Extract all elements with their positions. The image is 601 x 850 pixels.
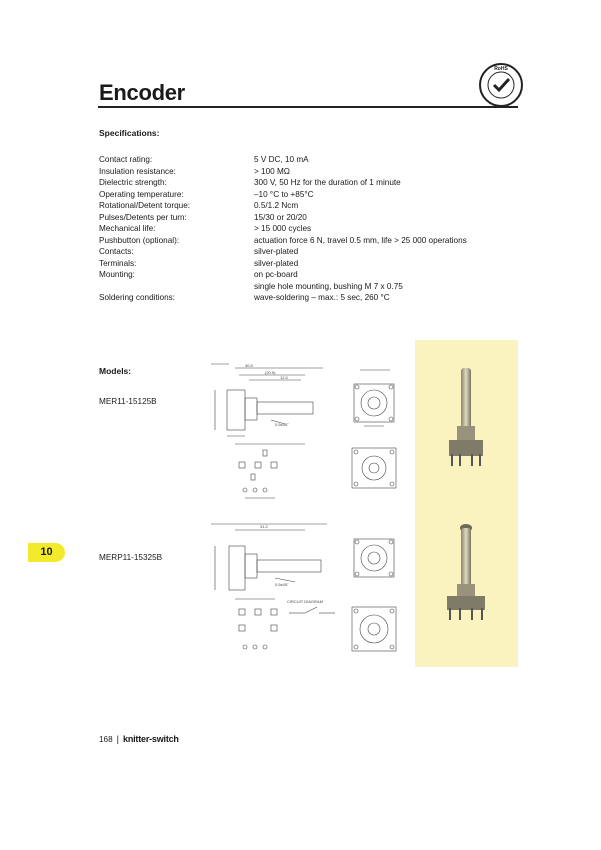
model-name: MER11-15125B <box>99 397 157 406</box>
models-heading: Models: <box>99 366 132 376</box>
svg-text:0.5x45°: 0.5x45° <box>275 422 289 427</box>
spec-row <box>99 189 519 201</box>
footer-separator: | <box>116 734 120 744</box>
spec-label: Operating temperature: <box>99 189 184 199</box>
circuit-diagram-drawing <box>285 595 340 625</box>
spec-row <box>99 269 519 281</box>
page-number: 168 <box>99 734 113 744</box>
spec-value: –10 °C to +85°C <box>254 189 314 199</box>
spec-value: actuation force 6 N, travel 0.5 mm, life > 25 000 operations <box>254 235 467 245</box>
spec-value: 5 V DC, 10 mA <box>254 155 309 164</box>
title-rule <box>98 106 518 108</box>
spec-label: Terminals: <box>99 258 137 268</box>
svg-text:12.0: 12.0 <box>280 375 288 380</box>
spec-value: 300 V, 50 Hz for the duration of 1 minute <box>254 178 401 187</box>
page-footer <box>99 734 179 744</box>
spec-row <box>99 154 519 166</box>
spec-value: silver-plated <box>254 247 299 256</box>
circuit-diagram-label: CIRCUIT DIAGRAM <box>287 599 323 604</box>
bottom-view-drawing <box>340 595 410 665</box>
spec-table <box>99 154 519 304</box>
spec-value: > 15 000 cycles <box>254 224 312 233</box>
spec-label: Dielectric strength: <box>99 178 167 187</box>
side-view-drawing <box>205 520 330 600</box>
spec-row <box>99 292 519 304</box>
spec-label: Contacts: <box>99 247 134 256</box>
svg-text:31.2: 31.2 <box>260 524 268 529</box>
spec-label: Pulses/Detents per turn: <box>99 212 187 222</box>
spec-row <box>99 212 519 224</box>
spec-label <box>99 281 254 293</box>
spec-value: silver-plated <box>254 258 299 268</box>
bottom-view-drawing <box>340 440 410 495</box>
specifications-heading: Specifications: <box>99 128 160 138</box>
spec-row <box>99 200 519 212</box>
brand-name: knitter-switch <box>123 734 179 744</box>
spec-label: Mounting: <box>99 270 135 279</box>
spec-value: 15/30 or 20/20 <box>254 212 307 222</box>
spec-row <box>99 258 519 270</box>
spec-label: Rotational/Detent torque: <box>99 201 191 210</box>
model-name: MERP11-15325B <box>99 553 163 562</box>
spec-row <box>99 166 519 178</box>
spec-row <box>99 246 519 258</box>
svg-text:(20.5): (20.5) <box>265 370 276 375</box>
product-photo-panel <box>415 340 518 667</box>
svg-text:0.5x45°: 0.5x45° <box>275 582 289 587</box>
rohs-badge-icon <box>478 62 524 108</box>
side-view-drawing <box>205 360 325 440</box>
spec-value: on pc-board <box>254 270 298 279</box>
spec-row <box>99 281 519 293</box>
spec-value: 0.5/1.2 Ncm <box>254 201 299 210</box>
spec-value: wave-soldering – max.: 5 sec, 260 °C <box>254 293 390 302</box>
spec-label: Mechanical life: <box>99 224 156 233</box>
svg-text:RoHS: RoHS <box>494 66 508 72</box>
section-tab: 10 <box>28 543 65 562</box>
encoder-photo-icon <box>415 340 518 667</box>
spec-row <box>99 223 519 235</box>
spec-label: Pushbutton (optional): <box>99 235 180 245</box>
spec-label: Insulation resistance: <box>99 166 176 176</box>
page-title: Encoder <box>99 80 185 105</box>
svg-text:30.5: 30.5 <box>245 363 253 368</box>
front-view-drawing <box>340 360 410 440</box>
spec-value: single hole mounting, bushing M 7 x 0.75 <box>254 281 403 291</box>
spec-label: Contact rating: <box>99 155 153 164</box>
pcb-layout-drawing <box>215 440 315 510</box>
spec-row <box>99 177 519 189</box>
front-view-drawing <box>340 515 410 595</box>
spec-row <box>99 235 519 247</box>
spec-label: Soldering conditions: <box>99 293 176 302</box>
spec-value: > 100 MΩ <box>254 166 290 176</box>
